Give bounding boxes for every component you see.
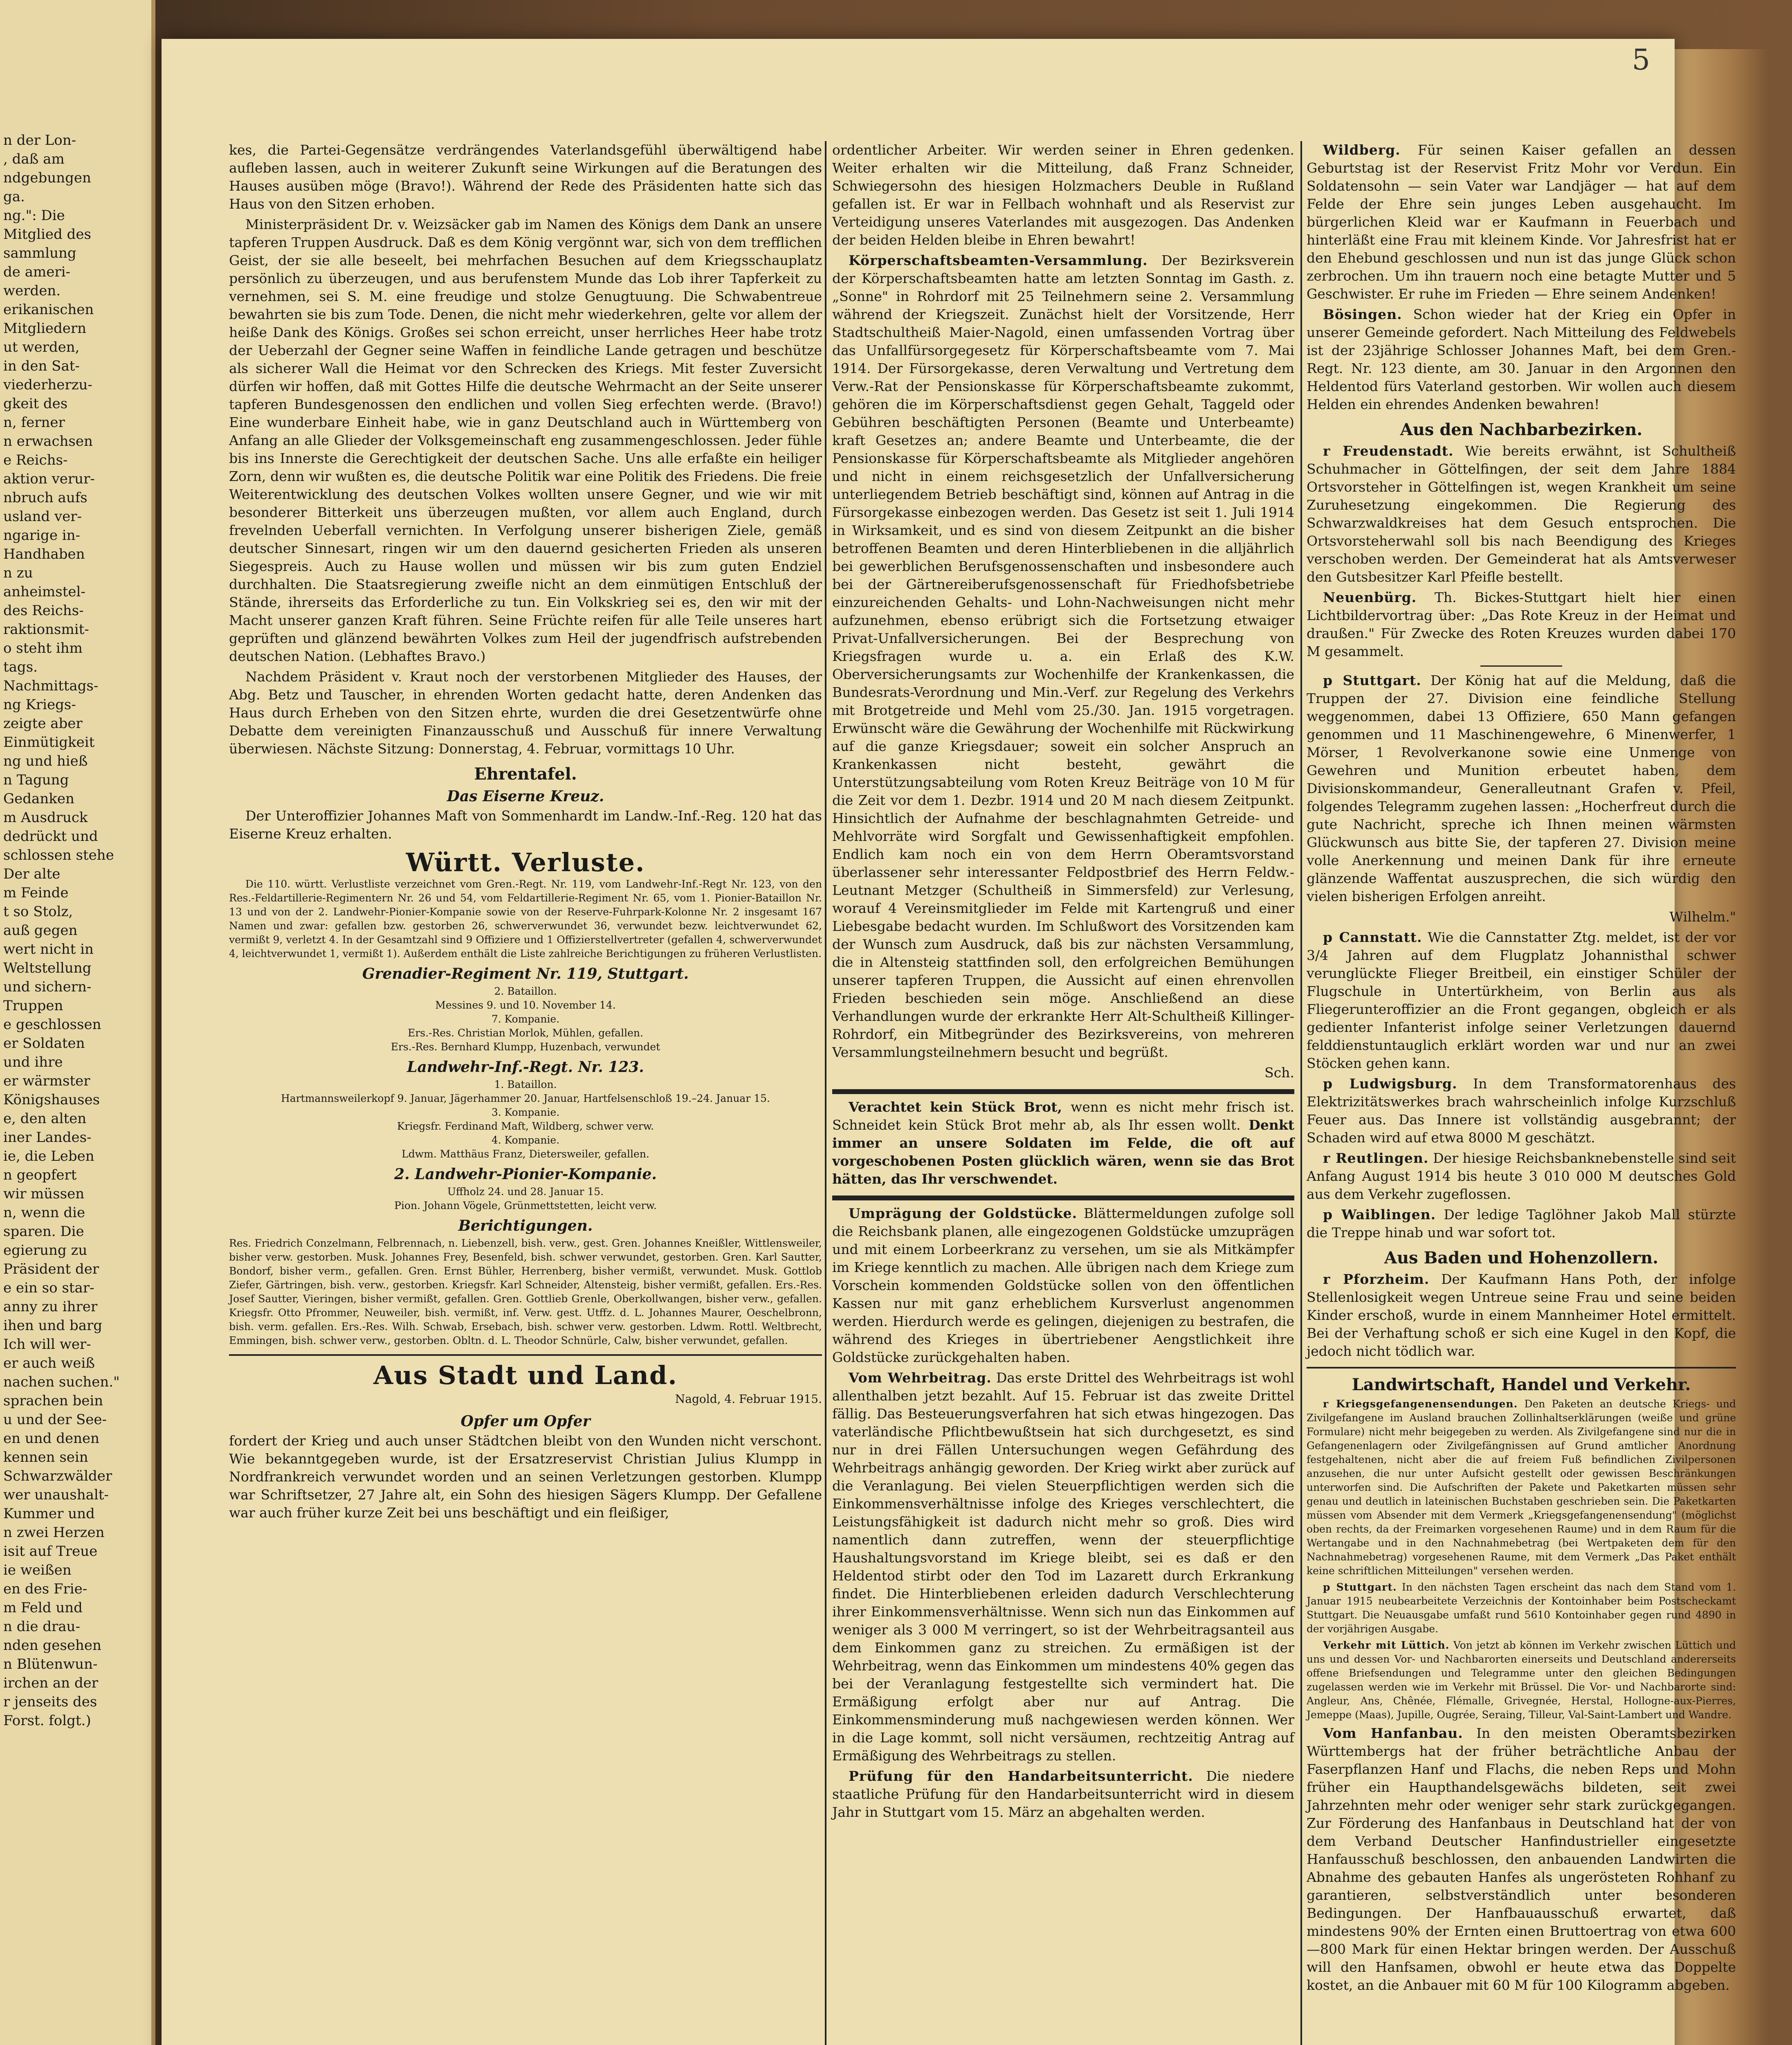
previous-page-line: Ich will wer-: [3, 1336, 91, 1353]
landwirtschaft-heading: Landwirtschaft, Handel und Verkehr.: [1352, 1375, 1691, 1394]
list-item: Ers.-Res. Christian Morlok, Mühlen, gefallen.: [408, 1027, 643, 1039]
brot-appeal-lead: Verachtet kein Stück Brot,: [849, 1099, 1062, 1115]
previous-page-line: n Blütenwun-: [3, 1656, 98, 1672]
paragraph: fordert der Krieg und auch unser Städtchen bleibt von den Wunden nicht verschont. Wie bekanntgegeben wurde, ist der Ersatzreservist Christian Julius Klumpp in Nordfrankreich verwundet worden und an seinen Verletzungen gestorben. Klumpp war Schriftsetzer, 27 Jahre alt, ein Sohn des hiesigen Sägers Klumpp. Der Gefallene war auch früher kurze Zeit bei uns beschäftigt und ein fleißiger,: [229, 1433, 822, 1521]
previous-page-line: Weltstellung: [3, 960, 92, 976]
previous-page-line: t so Stolz,: [3, 903, 73, 920]
list-item: 2. Bataillon.: [494, 985, 557, 997]
previous-page-line: nden gesehen: [3, 1637, 101, 1654]
previous-page-line: nbruch aufs: [3, 490, 88, 506]
paragraph: ordentlicher Arbeiter. Wir werden seiner in Ehren gedenken. Weiter erhalten wir die Mitteilung, daß Franz Schneider, Schwiegersohn des hiesigen Holzmachers Deuble in Rußland gefallen ist. Er war in Fellbach wohnhaft und als Reservist zur Verteidigung unseres Vaterlandes mit ausgezogen. Das Andenken der beiden Helden bleibe in Ehren bewahrt!: [832, 142, 1294, 248]
previous-page-line: des Reichs-: [3, 602, 84, 619]
article-text: In den meisten Oberamtsbezirken Württembergs hat der früher beträchtliche Anbau der Faserpflanzen Hanf und Flachs, die neben Reps und Mohn früher ein Haupthandelsgewächs bildeten, seit zwei Jahrzehnten mehr oder weniger sehr stark zurückgegangen. Zur Förderung des Hanfanbaus in Deutschland hat der von dem Verband Deutscher Hanfindustrieller eingesetzte Hanfausschuß beschlossen, den anbauenden Landwirten die Abnahme des gebauten Hanfes als ungerösteten Rohhanf zu garantieren, selbstverständlich unter besonderen Bedingungen. Der Hanfbauausschuß erwartet, daß mindestens 90% der Ernten einen Bruttoertrag von etwa 600—800 Mark für einen Hektar bringen werden. Der Ausschuß will den Hanfsamen, obwohl er heute etwa das Doppelte kostet, an die Anbauer mit 60 M für 100 Kilogramm abgeben.: [1307, 1725, 1736, 1993]
article-lead: Umprägung der Goldstücke.: [849, 1205, 1078, 1221]
brot-appeal: [832, 1098, 1294, 1188]
column-1: [229, 141, 822, 2045]
previous-page-line: nachen suchen.": [3, 1374, 120, 1390]
eisernes-kreuz-heading: Das Eiserne Kreuz.: [447, 788, 604, 805]
divider: [832, 1089, 1294, 1094]
stadt-und-land-heading: Aus Stadt und Land.: [373, 1360, 678, 1390]
list-item: Hartmannsweilerkopf 9. Januar, Jägerhammer 20. Januar, Hartfelsenschloß 19.–24. Januar 15.: [281, 1092, 770, 1104]
berichtigungen-heading: Berichtigungen.: [458, 1217, 593, 1234]
brot-appeal-text: wenn es nicht mehr frisch ist. Schneidet kein Stück Brot mehr ab, als Ihr essen wollt.: [832, 1099, 1294, 1133]
previous-page-line: e geschlossen: [3, 1016, 101, 1033]
paragraph: [1307, 1270, 1736, 1360]
article-lead: r Freudenstadt.: [1323, 443, 1454, 459]
verluste-heading: Württ. Verluste.: [406, 847, 645, 877]
previous-page-line: Truppen: [3, 998, 63, 1014]
previous-page-line: n die drau-: [3, 1618, 80, 1635]
previous-page-line: n, ferner: [3, 414, 65, 431]
article-text: Den Paketen an deutsche Kriegs- und Zivilgefangene im Ausland brauchen Zollinhaltserklärungen (weiße und grüne Formulare) nicht mehr beigegeben zu werden. Als Zivilgefangene sind nur die in Gefangenenlagern oder Zivilgefängnissen auf Grund amtlicher Anordnung festgehaltenen, nicht aber die auf freiem Fuß befindlichen Zivilpersonen anzusehen, die nur unter Aufsicht gestellt oder gewissen Beschränkungen unterworfen sind. Die Aufschriften der Pakete und Paketkarten müssen sehr genau und deutlich in lateinischen Buchstaben geschrieben sein. Die Paketkarten müssen vom Absender mit dem Vermerk „Kriegsgefangenensendung" (möglichst oben rechts, da der Freimarken vorgesehenen Raume) und in dem Raum für die Wertangabe und in den Nachnahmebetrag (bei Wertpaketen dem für den Nachnahmebetrag) vorgesehenen Raume, mit dem Vermerk „Das Paket enthält keine schriftlichen Mitteilungen" versehen werden.: [1307, 1398, 1736, 1577]
previous-page-line: en und denen: [3, 1430, 99, 1447]
list-item: 1. Bataillon.: [494, 1079, 557, 1090]
regiment-heading: Landwehr-Inf.-Regt. Nr. 123.: [407, 1058, 644, 1076]
previous-page-line: Forst. folgt.): [3, 1712, 91, 1729]
previous-page-line: werden.: [3, 283, 61, 299]
article-text: Von jetzt ab können im Verkehr zwischen Lüttich und uns und dessen Vor- und Nachbarorten einerseits und Deutschland andererseits offene Briefsendungen und Telegramme unter den gleichen Bedingungen zugelassen werden wie im Verkehr mit Brüssel. Die Vor- und Nachbarorte sind: Angleur, Ans, Chênée, Flémalle, Grivegnée, Herstal, Hollogne-aux-Pierres, Jemeppe (Maas), Jupille, Ougrée, Seraing, Tilleur, Val-Saint-Lambert und Wandre.: [1307, 1639, 1736, 1721]
list-item: 3. Kompanie.: [491, 1106, 560, 1118]
previous-page-line: Mitglied des: [3, 226, 91, 243]
divider: [229, 1354, 822, 1356]
berichtigungen-text: Res. Friedrich Conzelmann, Felbrennach, n. Liebenzell, bish. verw., gest. Gren. Johannes Kneißler, Wittlensweiler, bisher verw. gestorben. Musk. Johannes Frey, Besenfeld, bish. schwer verwundet, gestorben. Gren. Karl Sautter, Bondorf, bisher verm., gefallen. Gren. Ernst Bühler, Herrenberg, bisher vermißt, verwundet. Musk. Gottlob Ziefer, Gärtringen, bish. verw., gestorben. Kriegsfr. Karl Schneider, Altensteig, bisher vermißt, gefallen. Ers.-Res. Josef Sautter, Vieringen, bisher vermißt, gefallen. Gren. Gottlieb Grenle, Oberkollwangen, bisher verw., gefallen. Kriegsfr. Otto Pfrommer, Neuweiler, bish. vermißt, inf. Verw. gest. Utffz. d. L. Johannes Maurer, Oeschelbronn, bish. verm. gefallen. Ers.-Res. Wilh. Schwab, Ersebach, bish. schwer verw. gestorben. Ldwm. Rottl. Weltbrecht, Emmingen, bish. schwer verw., gestorben. Obltn. d. L. Theodor Schnürle, Calw, bisher verwundet, gefallen.: [229, 1237, 822, 1346]
previous-page-line: m Feinde: [3, 885, 69, 901]
baden-heading: Aus Baden und Hohenzollern.: [1384, 1248, 1659, 1267]
paragraph: [1307, 1149, 1736, 1203]
list-item: Kriegsfr. Ferdinand Maft, Wildberg, schwer verw.: [397, 1120, 654, 1132]
article-text: In dem Transformatorenhaus des Elektrizitätswerkes brach wahrscheinlich infolge Kurzschluß Feuer aus. Das Innere ist vollständig ausgebrannt; der Schaden wird auf etwa 8000 M geschätzt.: [1307, 1076, 1736, 1146]
previous-page-line: u und der See-: [3, 1411, 107, 1428]
verluste-intro: Die 110. württ. Verlustliste verzeichnet vom Gren.-Regt. Nr. 119, vom Landwehr-Inf.-Regt Nr. 123, von den Res.-Feldartillerie-Regimentern Nr. 26 und 54, vom Feldartillerie-Regiment Nr. 65, vom 1. Pionier-Bataillon Nr. 13 und von der 2. Landwehr-Pionier-Kompanie sowie von der Reserve-Fuhrpark-Kolonne Nr. 2 insgesamt 167 Namen und zwar: gefallen bzw. gestorben 26, schwerverwundet 36, verwundet bezw. leichtverwundet 62, vermißt 9, verletzt 4. In der Gesamtzahl sind 9 Offiziere und 1 Offizierstellvertreter (gefallen 4, schwerverwundet 4, leichtverwundet 1, vermißt 1). Außerdem enthält die Liste zahlreiche Berichtigungen zu früheren Verlustlisten.: [229, 878, 822, 960]
article-text: Der Kaufmann Hans Poth, der infolge Stellenlosigkeit wegen Untreue seine Frau und seine beiden Kinder erschoß, wurde in einem Mannheimer Hotel ermittelt. Bei der Verhaftung schoß er sich eine Kugel in den Kopf, die jedoch nicht tödlich war.: [1307, 1271, 1736, 1359]
paragraph: [832, 1205, 1294, 1366]
previous-page-line: er auch weiß: [3, 1355, 95, 1371]
previous-page-text: [3, 131, 142, 1730]
article-text: Das erste Drittel des Wehrbeitrags ist wohl allenthalben jetzt bezahlt. Auf 15. Februar ist das zweite Drittel fällig. Das Besteuerungsverfahren hat sich etwas hingezogen. Das vaterländische Pflichtbewußtsein hat sich durchgesetzt, es sind nur in drei Fällen Untersuchungen wegen Gefährdung des Wehrbeitrags anhängig geworden. Der Krieg wirkt aber zurück auf die Veranlagung. Bei vielen Steuerpflichtigen werden sich die Einkommensverhältnisse infolge des Krieges verschlechtert, die Leistungsfähigkeit ist dadurch nicht mehr so groß. Dies wird namentlich dann zutreffen, wenn der steuerpflichtige Haushaltungsvorstand im Kriege bleibt, sei es daß er den Heldentod stirbt oder den Tod im Lazarett durch Erkrankung findet. Die Hinterbliebenen erleiden dadurch Verschlechterung ihrer Einkommensverhältnisse. Wenn sich nun das Einkommen auf weniger als 3 000 M verringert, so ist der Wehrbeitragsanteil aus dem Einkommen ganz zu streichen. Zu ermäßigen ist der Wehrbeitrag, wenn das Einkommen um mindestens 40% gegen das bei der Veranlagung festgestellte sich vermindert hat. Die Ermäßigung erfolgt aber nur auf Antrag. Die Einkommensminderung muß nachgewiesen werden können. Wer in die Lage kommt, soll nicht versäumen, rechtzeitig Antrag auf Ermäßigung des Wehrbeitrags zu stellen.: [832, 1370, 1294, 1764]
article-text: Der ledige Taglöhner Jakob Mall stürzte die Treppe hinab und war sofort tot.: [1307, 1207, 1736, 1240]
previous-page-line: iner Landes-: [3, 1129, 92, 1146]
article-lead: p Cannstatt.: [1323, 929, 1422, 945]
article-lead: Verkehr mit Lüttich.: [1323, 1639, 1450, 1651]
divider: [832, 1196, 1294, 1200]
previous-page-line: dedrückt und: [3, 828, 98, 845]
article-lead: r Reutlingen.: [1323, 1150, 1429, 1166]
article-text: Der Bezirksverein der Körperschaftsbeamten hatte am letzten Sonntag im Gasth. z. „Sonne" in Rohrdorf mit 25 Teilnehmern seine 2. Versammlung während der Kriegszeit. Zunächst hielt der Vorsitzende, Herr Stadtschultheiß Maier-Nagold, einen umfassenden Vortrag über das Unfallfürsorgegesetz für Körperschaftsbeamte vom 7. Mai 1914. Der Fürsorgekasse, deren Verwaltung und Vertretung dem Verw.-Rat der Pensionskasse für Körperschaftsbeamte zukommt, gehören die im Körperschaftsdienst gegen Gehalt, Taggeld oder Gebühren beschäftigten Personen (Beamte und Unterbeamte) kraft Gesetzes an; andere Beamte und Unterbeamte, die der Pensionskasse für Körperschaftsbeamte als Mitglieder angehören und nicht in einem reichsgesetzlich der Unfallversicherung unterliegendem Betrieb beschäftigt sind, können auf Antrag in die Fürsorgekasse einbezogen werden. Das Gesetz ist seit 1. Juli 1914 in Wirksamkeit, und es sind von diesem Zeitpunkt an die bisher betroffenen Beamten und deren Hinterbliebenen in die alljährlich bei gewerblichen Berufsgenossenschaften und insbesondere auch bei der Gärtnereiberufsgenossenschaft für Friedhofsbetriebe einzureichenden Gehalts- und Lohn-Nachweisungen nicht mehr aufzunehmen, ebenso erübrigt sich die Fortsetzung etwaiger Privat-Unfallversicherungen. Bei der Besprechung von Kriegsfragen wurde u. a. ein Erlaß des K.W. Oberversicherungsamts zur Wochenhilfe der Krankenkassen, die Bundesrats-Verordnung und Min.-Verf. zur Regelung des Verkehrs mit Brotgetreide und Mehl vom 25./30. Jan. 1915 vorgetragen. Erwünscht wäre die Gewährung der Wochenhilfe mit Rückwirkung auf die ganze Kriegsdauer; soweit ein solcher Anspruch an Krankenkassen nicht besteht, gewährt die Unterstützungsabteilung vom Roten Kreuz Beiträge von 10 M für die Zeit vor dem 1. Dezbr. 1914 und 20 M nach diesem Zeitpunkt. Hinsichtlich der Aufnahme der beschlagnahmten Getreide- und Mehlvorräte wird Sorgfalt und Gewissenhaftigkeit empfohlen. Endlich kam noch ein von dem Herrn Oberamtsvorstand überlassener sehr interessanter Feldpostbrief des Herrn Feldw.-Leutnant Metzger (Schultheiß in Simmersfeld) zur Verlesung, worauf 4 Vereinsmitglieder im Felde mit Kartengruß und einer Liebesgabe bedacht wurden. Im Schlußwort des Vorsitzenden kam der Wunsch zum Ausdruck, daß bis zur nächsten Versammlung, die in Altensteig stattfinden soll, den erfolgreichen Bemühungen unserer tapferen Truppen, die Aussicht auf einen ehrenvollen Frieden beschieden sein möge. Anschließend an diese Verhandlungen wurde der erkrankte Herr Alt-Schultheiß Killinger-Rohrdorf, ein Mitbegründer des Bezirksvereins, von mehreren Versammlungsteilnehmern besucht und begrüßt.: [832, 252, 1294, 1060]
previous-page-line: ndgebungen: [3, 170, 91, 186]
paragraph: [1307, 306, 1736, 413]
article-lead: Neuenbürg.: [1323, 589, 1417, 605]
previous-page-line: Königshauses: [3, 1092, 100, 1108]
paragraph: [1307, 1724, 1736, 1994]
previous-page-line: ngarige in-: [3, 527, 81, 544]
previous-page-line: erikanischen: [3, 301, 94, 318]
article-lead: Vom Hanfanbau.: [1323, 1725, 1463, 1741]
paragraph: [1307, 442, 1736, 586]
previous-page-line: sparen. Die: [3, 1223, 84, 1240]
signature: Wilhelm.": [1669, 909, 1736, 925]
previous-page-line: und ihre: [3, 1054, 63, 1070]
article-text: Wie die Cannstatter Ztg. meldet, ist der vor 3/4 Jahren auf dem Flugplatz Johannisthal schwer verunglückte Flieger Breitbeil, ein einstiger Schüler der Flugschule in Untertürkheim, von Berlin aus als Fliegerunteroffizier an die Front gegangen, obgleich er als gedienter Infanterist infolge seiner Verletzungen dauernd felddienstuntauglich erklärt worden war und nur an zwei Stöcken gehen kann.: [1307, 929, 1736, 1071]
previous-page-line: n, wenn die: [3, 1205, 85, 1221]
paragraph: [1307, 1397, 1736, 1578]
previous-page-line: e Reichs-: [3, 452, 68, 468]
previous-page-line: n der Lon-: [3, 132, 76, 148]
article-text: Die niedere staatliche Prüfung für den Handarbeitsunterricht wird in diesem Jahr in Stuttgart vom 15. März an abgehalten werden.: [832, 1768, 1294, 1820]
previous-page-line: tags.: [3, 659, 38, 675]
previous-page-line: er wärmster: [3, 1073, 90, 1089]
previous-page-line: Einmütigkeit: [3, 734, 95, 751]
column-rule: [825, 141, 826, 2045]
column-2: [832, 141, 1294, 2045]
article-lead: p Ludwigsburg.: [1323, 1076, 1457, 1092]
paragraph: kes, die Partei-Gegensätze verdrängendes Vaterlandsgefühl überwältigend habe aufleben lassen, auch in weiterer Zukunft seine Wirkungen auf die Beratungen des Hauses ausüben möge (Bravo!). Während der Rede des Präsidenten hatte sich das Haus von den Sitzen erhoben.: [229, 142, 822, 212]
paragraph: Der Unteroffizier Johannes Maft von Sommenhardt im Landw.-Inf.-Reg. 120 hat das Eiserne Kreuz erhalten.: [229, 808, 822, 842]
article-text: In den nächsten Tagen erscheint das nach dem Stand vom 1. Januar 1915 neubearbeitete Verzeichnis der Kontoinhaber beim Postscheckamt Stuttgart. Die Neuausgabe umfaßt rund 5610 Kontoinhaber gegen rund 4890 in der vorjährigen Ausgabe.: [1307, 1581, 1736, 1635]
newspaper-page: [162, 39, 1736, 2045]
previous-page-line: e, den alten: [3, 1110, 87, 1127]
article-lead: r Kriegsgefangenensendungen.: [1323, 1398, 1518, 1410]
paragraph: [832, 1767, 1294, 1821]
paragraph: [1307, 928, 1736, 1072]
paragraph: [1307, 1075, 1736, 1147]
previous-page-line: Gedanken: [3, 791, 74, 807]
article-lead: Vom Wehrbeitrag.: [849, 1370, 992, 1386]
previous-page-line: Kummer und: [3, 1506, 95, 1522]
signature: Sch.: [1264, 1065, 1294, 1081]
previous-page-line: isit auf Treue: [3, 1543, 98, 1560]
previous-page-line: er Soldaten: [3, 1035, 85, 1052]
article-lead: r Pforzheim.: [1323, 1271, 1430, 1287]
previous-page-line: wir müssen: [3, 1186, 85, 1202]
list-item: Messines 9. und 10. November 14.: [435, 999, 616, 1011]
paragraph: [1307, 1580, 1736, 1636]
dateline: Nagold, 4. Februar 1915.: [675, 1392, 822, 1406]
regiment-lines: [229, 1078, 822, 1161]
previous-page-line: ng und hieß: [3, 753, 88, 769]
paragraph: [1307, 1638, 1736, 1722]
paragraph: [832, 252, 1294, 1061]
list-item: 4. Kompanie.: [491, 1134, 560, 1146]
regiment-heading: 2. Landwehr-Pionier-Kompanie.: [394, 1166, 657, 1183]
previous-page-line: n erwachsen: [3, 433, 93, 449]
article-text: Blättermeldungen zufolge soll die Reichsbank planen, alle eingezogenen Goldstücke umzuprägen und mit einem Lorbeerkranz zu versehen, um sie als Mitkämpfer im Kriege kenntlich zu machen. Alle übrigen nach dem Kriege zum Vorschein kommenden Goldstücke sollen von den öffentlichen Kassen nur mit ganz erheblichem Kursverlust angenommen werden. Hierdurch werde es gelingen, diejenigen zu bestrafen, die während des Krieges in übertriebener Aengstlichkeit ihre Goldstücke zurückgehalten haben.: [832, 1205, 1294, 1365]
article-lead: Bösingen.: [1323, 306, 1402, 322]
article-text: Wie bereits erwähnt, ist Schultheiß Schuhmacher in Göttelfingen, der seit dem Jahre 1884 Ortsvorsteher in Göttelfingen ist, wegen Krankheit um seine Zuruhesetzung eingekommen. Die Regierung des Schwarzwaldkreises hat dem Gesuch entsprochen. Die Ortsvorsteherwahl soll bis nach Beendigung des Krieges verschoben werden. Der Gemeinderat hat als Amtsverweser den Gutsbesitzer Karl Pfeifle bestellt.: [1307, 443, 1736, 585]
previous-page-line: wer unaushalt-: [3, 1487, 109, 1503]
regiment-lines: [229, 984, 822, 1054]
previous-page-line: ng Kriegs-: [3, 697, 76, 713]
previous-page-line: m Feld und: [3, 1600, 83, 1616]
column-rule: [1300, 141, 1302, 2045]
previous-page-line: wert nicht in: [3, 941, 94, 957]
paragraph: [1307, 672, 1736, 906]
previous-page-line: n Tagung: [3, 772, 69, 788]
previous-page-line: n zu: [3, 565, 33, 581]
previous-page-line: m Ausdruck: [3, 809, 88, 826]
article-text: Th. Bickes-Stuttgart hielt hier einen Lichtbildervortrag über: „Das Rote Kreuz in der Heimat und draußen." Für Zwecke des Roten Kreuzes wurden dabei 170 M gesammelt.: [1307, 589, 1736, 659]
brot-appeal-emphasis: Denkt immer an unsere Soldaten im Felde, die oft auf vorgeschobenen Posten glücklich wären, wenn sie das Brot hätten, das Ihr verschwendet.: [832, 1117, 1294, 1187]
previous-page-line: r jenseits des: [3, 1694, 97, 1710]
previous-page-line: Handhaben: [3, 546, 85, 562]
previous-page-line: in den Sat-: [3, 358, 80, 374]
paragraph: [1307, 589, 1736, 661]
article-lead: p Stuttgart.: [1323, 1581, 1397, 1593]
previous-page-line: de ameri-: [3, 264, 70, 280]
previous-page-line: ie weißen: [3, 1562, 72, 1578]
previous-page: [0, 0, 155, 2045]
column-3: [1307, 141, 1736, 2045]
regiment-heading: Grenadier-Regiment Nr. 119, Stuttgart.: [362, 965, 689, 982]
paragraph: Ministerpräsident Dr. v. Weizsäcker gab im Namen des Königs dem Dank an unsere tapferen Truppen Ausdruck. Daß es dem König vergönnt war, sich von dem trefflichen Geist, der sie alle beseelt, bei mehrfachen Besuchen auf dem Kriegsschauplatz persönlich zu überzeugen, und aus berufenstem Munde das Lob ihrer Tapferkeit zu vernehmen, sei S. M. eine freudige und stolze Genugtuung. Die Schwabentreue bewahrten sie bis zum Tode. Denen, die nicht mehr wiederkehren, gelte vor allem der heiße Dank des Königs. Großes sei schon erreicht, unser herrliches Heer habe trotz der Ueberzahl der Gegner seine Waffen in feindliche Lande getragen und beschütze als sicherer Wall die Heimat vor den Schrecken des Kriegs. Mit fester Zuversicht dürfen wir hoffen, daß mit Gottes Hilfe die deutsche Wehrmacht an der Seite unserer tapferen Bundesgenossen den endlichen und vollen Sieg erfechten werde. (Bravo!) Eine wunderbare Einheit habe, wie in ganz Deutschland auch in Württemberg von Anfang an alle Glieder der Volksgemeinschaft eng zusammengeschlossen. Jeder fühle bis ins Innerste die Gerechtigkeit der deutschen Sache. Uns alle erfaßte ein heiliger Zorn, denn wir wußten es, die deutsche Politik war eine Politik des Friedens. Die freie Weiterentwicklung des deutschen Volkes wollten unsere Gegner, und wie wir mit besonderer Bitterkeit uns überzeugen mußten, vor allem auch England, durch frevelnden Ueberfall vernichten. In Verfolgung unserer bisherigen Ziele, gemäß deutscher Sinnesart, ringen wir um den dauernd gesicherten Frieden als unseren Siegespreis. Auch zu Hause wollen und müssen wir bis zum guten Endziel durchhalten. Die Staatsregierung zweifle nicht an dem einmütigen Entschluß der Stände, ihrerseits das Erforderliche zu tun. Ein Volkskrieg sei es, den wir mit der Macht unserer ganzen Kraft führen. Seine Früchte reifen für alle Teile unseres hart geprüften und glänzend bewährten Volkes zum Heil der jugendfrisch aufstrebenden deutschen Nation. (Lebhaftes Bravo.): [229, 216, 822, 664]
previous-page-line: en des Frie-: [3, 1581, 88, 1597]
list-item: Ldwm. Matthäus Franz, Dietersweiler, gefallen.: [402, 1148, 649, 1160]
previous-page-line: usland ver-: [3, 508, 82, 525]
list-item: Uffholz 24. und 28. Januar 15.: [447, 1186, 604, 1198]
article-lead: Prüfung für den Handarbeitsunterricht.: [849, 1768, 1193, 1784]
opfer-heading: Opfer um Opfer: [460, 1413, 591, 1430]
article-lead: p Waiblingen.: [1323, 1207, 1436, 1223]
divider: [1480, 665, 1562, 667]
previous-page-line: ie, die Leben: [3, 1148, 94, 1164]
paragraph: [832, 1369, 1294, 1765]
previous-page-line: und sichern-: [3, 979, 92, 995]
article-lead: Wildberg.: [1323, 142, 1401, 158]
list-item: 7. Kompanie.: [491, 1013, 560, 1025]
previous-page-line: n geopfert: [3, 1167, 77, 1183]
previous-page-line: Der alte: [3, 866, 61, 882]
previous-page-line: sammlung: [3, 245, 76, 261]
previous-page-line: Nachmittags-: [3, 678, 99, 694]
previous-page-line: Schwarzwälder: [3, 1468, 112, 1484]
previous-page-line: auß gegen: [3, 922, 78, 939]
previous-page-line: ut werden,: [3, 339, 80, 355]
previous-page-line: , daß am: [3, 151, 65, 167]
previous-page-line: sprachen bein: [3, 1393, 103, 1409]
ehrentafel-heading: Ehrentafel.: [474, 764, 577, 784]
previous-page-line: aktion verur-: [3, 471, 95, 487]
previous-page-line: viederherzu-: [3, 377, 92, 393]
previous-page-line: raktionsmit-: [3, 621, 89, 638]
article-text: Der hiesige Reichsbanknebenstelle sind seit Anfang August 1914 bis heute 3 010 000 M deutsches Gold aus dem Verkehr zugeflossen.: [1307, 1150, 1736, 1202]
regiment-lines: [229, 1185, 822, 1213]
previous-page-line: egierung zu: [3, 1242, 88, 1258]
previous-page-line: zeigte aber: [3, 715, 83, 732]
list-item: Pion. Johann Vögele, Grünmettstetten, leicht verw.: [394, 1200, 657, 1211]
paragraph: [1307, 141, 1736, 303]
previous-page-line: Präsident der: [3, 1261, 99, 1277]
nachbarbezirke-heading: Aus den Nachbarbezirken.: [1400, 420, 1643, 439]
previous-page-line: o steht ihm: [3, 640, 83, 656]
previous-page-line: gkeit des: [3, 396, 68, 412]
previous-page-line: anny zu ihrer: [3, 1299, 98, 1315]
article-text: Schon wieder hat der Krieg ein Opfer in unserer Gemeinde gefordert. Nach Mitteilung des Feldwebels ist der 23jährige Schlosser Johannes Maft, bei dem Gren.-Regt. Nr. 123 diente, am 30. Januar in den Argonnen den Heldentod fürs Vaterland gestorben. Wir wollen auch diesem Helden ein ehrendes Andenken bewahren!: [1307, 306, 1736, 412]
previous-page-line: ga.: [3, 189, 25, 205]
page-number: 5: [1632, 43, 1650, 76]
list-item: Ers.-Res. Bernhard Klumpp, Huzenbach, verwundet: [391, 1041, 660, 1053]
previous-page-line: anheimstel-: [3, 584, 85, 600]
article-text: Für seinen Kaiser gefallen an dessen Geburtstag ist der Reservist Fritz Mohr vor Verdun. Ein Soldatensohn — sein Vater war Landjäger — hat auf dem Felde der Ehre sein junges Leben ausgehaucht. Im bürgerlichen Kleid war er Kaufmann in Feuerbach und hinterläßt eine Frau mit kleinem Kinde. Vor Jahresfrist hat er den Ehebund geschlossen und nun ist das junge Glück schon zerbrochen. Um ihn trauern noch eine betagte Mutter und 5 Geschwister. Er ruhe im Frieden — Ehre seinem Andenken!: [1307, 142, 1736, 302]
previous-page-line: kennen sein: [3, 1449, 88, 1465]
article-text: Der König hat auf die Meldung, daß die Truppen der 27. Division eine feindliche Stellung weggenommen, dabei 13 Offiziere, 650 Mann gefangen genommen und 11 Maschinengewehre, 6 Minenwerfer, 1 Mörser, 1 Revolverkanone sowie eine Unmenge von Gewehren und Munition erbeutet haben, dem Divisionskommandeur, Generalleutnant Grafen v. Pfeil, folgendes Telegramm zugehen lassen: „Hocherfreut durch die gute Nachricht, spreche ich Ihnen meinen wärmsten Glückwunsch aus bitte Sie, der tapferen 27. Division meine volle Anerkennung und meinen Dank für ihre erneute glänzende Waffentat auszusprechen, die sich würdig den vielen bisherigen Erfolgen anreiht.: [1307, 672, 1736, 904]
paragraph: Nachdem Präsident v. Kraut noch der verstorbenen Mitglieder des Hauses, der Abg. Betz und Tauscher, in ehrenden Worten gedacht hatte, deren Andenken das Haus durch Erheben von den Sitzen ehrte, wurden die drei Gesetzentwürfe ohne Debatte dem vereinigten Finanzausschuß und Ausschuß für innere Verwaltung überwiesen. Nächste Sitzung: Donnerstag, 4. Februar, vormittags 10 Uhr.: [229, 669, 822, 757]
previous-page-line: Mitgliedern: [3, 320, 87, 337]
previous-page-line: schlossen stehe: [3, 847, 114, 863]
previous-page-line: irchen an der: [3, 1675, 99, 1691]
previous-page-line: n zwei Herzen: [3, 1524, 105, 1541]
previous-page-line: ng.": Die: [3, 207, 65, 224]
paragraph: [1307, 1206, 1736, 1242]
article-lead: p Stuttgart.: [1323, 672, 1421, 688]
previous-page-line: ihen und barg: [3, 1317, 103, 1334]
article-lead: Körperschaftsbeamten-Versammlung.: [849, 252, 1148, 268]
previous-page-line: e ein so star-: [3, 1280, 94, 1296]
divider: [1307, 1367, 1736, 1369]
